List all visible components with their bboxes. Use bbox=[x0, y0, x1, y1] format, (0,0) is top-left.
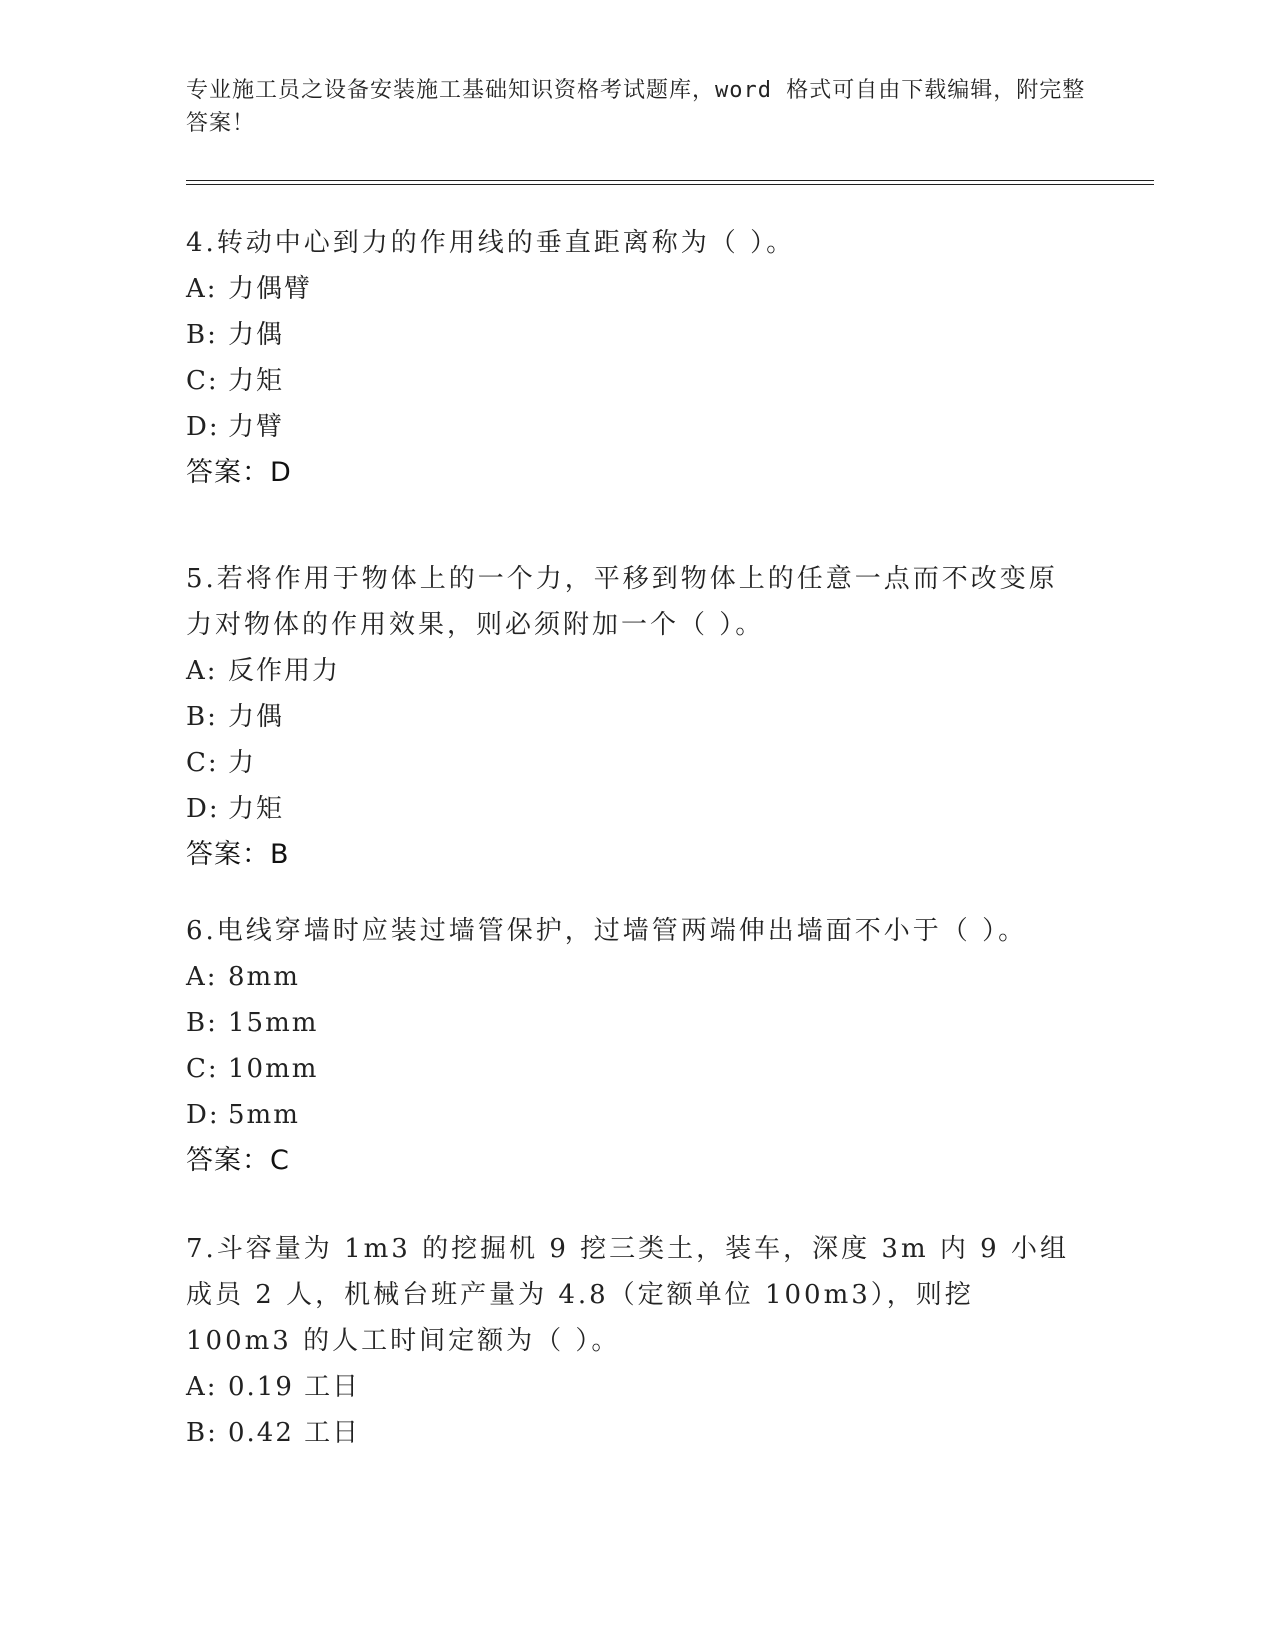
answer-line: 答案：C bbox=[186, 1145, 290, 1176]
option-letter: A: bbox=[186, 962, 218, 992]
option-d bbox=[186, 404, 1086, 450]
option-text: 8mm bbox=[228, 962, 300, 992]
option-c bbox=[186, 740, 1086, 786]
option-b bbox=[186, 1000, 1086, 1046]
option-text: 15mm bbox=[228, 1008, 319, 1038]
option-c bbox=[186, 1046, 1086, 1092]
option-b bbox=[186, 1410, 1086, 1456]
option-text: 0.42 工日 bbox=[228, 1418, 361, 1448]
option-letter: A: bbox=[186, 1372, 218, 1402]
question-stem: 4.转动中心到力的作用线的垂直距离称为（ ）。 bbox=[186, 228, 796, 258]
document-header: 专业施工员之设备安装施工基础知识资格考试题库，word 格式可自由下载编辑，附完整答案！ bbox=[186, 78, 1086, 136]
option-a bbox=[186, 266, 1086, 312]
option-text: 力矩 bbox=[228, 366, 285, 396]
option-a bbox=[186, 954, 1086, 1000]
question-stem: 7.斗容量为 1m3 的挖掘机 9 挖三类土，装车，深度 3m 内 9 小组成员 2 人，机械台班产量为 4.8（定额单位 100m3），则挖 100m3 的人工时间定额为（ ）。 bbox=[186, 1234, 1069, 1356]
option-text: 力偶臂 bbox=[228, 274, 313, 304]
option-text: 0.19 工日 bbox=[228, 1372, 361, 1402]
option-letter: A: bbox=[186, 274, 218, 304]
option-text: 力矩 bbox=[228, 794, 285, 824]
answer-line: 答案：B bbox=[186, 839, 290, 870]
option-letter: B: bbox=[186, 320, 218, 350]
option-letter: B: bbox=[186, 1008, 218, 1038]
option-a bbox=[186, 648, 1086, 694]
option-text: 力 bbox=[228, 748, 257, 778]
option-c bbox=[186, 358, 1086, 404]
option-letter: D: bbox=[186, 1100, 220, 1130]
question-5 bbox=[186, 556, 1086, 878]
option-text: 5mm bbox=[228, 1100, 300, 1130]
header-divider-bottom bbox=[186, 184, 1154, 185]
option-letter: C: bbox=[186, 748, 219, 778]
option-a bbox=[186, 1364, 1086, 1410]
option-text: 力偶 bbox=[228, 320, 285, 350]
option-b bbox=[186, 312, 1086, 358]
option-text: 力偶 bbox=[228, 702, 285, 732]
option-letter: B: bbox=[186, 702, 218, 732]
question-6 bbox=[186, 908, 1086, 1184]
option-text: 反作用力 bbox=[228, 656, 341, 686]
question-7 bbox=[186, 1226, 1086, 1456]
option-letter: B: bbox=[186, 1418, 218, 1448]
option-text: 力臂 bbox=[228, 412, 285, 442]
option-letter: D: bbox=[186, 794, 220, 824]
question-stem: 6.电线穿墙时应装过墙管保护，过墙管两端伸出墙面不小于（ ）。 bbox=[186, 916, 1028, 946]
option-letter: A: bbox=[186, 656, 218, 686]
header-divider-top bbox=[186, 180, 1154, 181]
option-text: 10mm bbox=[228, 1054, 319, 1084]
question-stem: 5.若将作用于物体上的一个力，平移到物体上的任意一点而不改变原力对物体的作用效果，则必须附加一个（ ）。 bbox=[186, 564, 1058, 640]
option-d bbox=[186, 1092, 1086, 1138]
option-letter: D: bbox=[186, 412, 220, 442]
option-d bbox=[186, 786, 1086, 832]
option-letter: C: bbox=[186, 366, 219, 396]
answer-line: 答案：D bbox=[186, 457, 292, 488]
option-letter: C: bbox=[186, 1054, 219, 1084]
question-4 bbox=[186, 220, 1086, 496]
option-b bbox=[186, 694, 1086, 740]
